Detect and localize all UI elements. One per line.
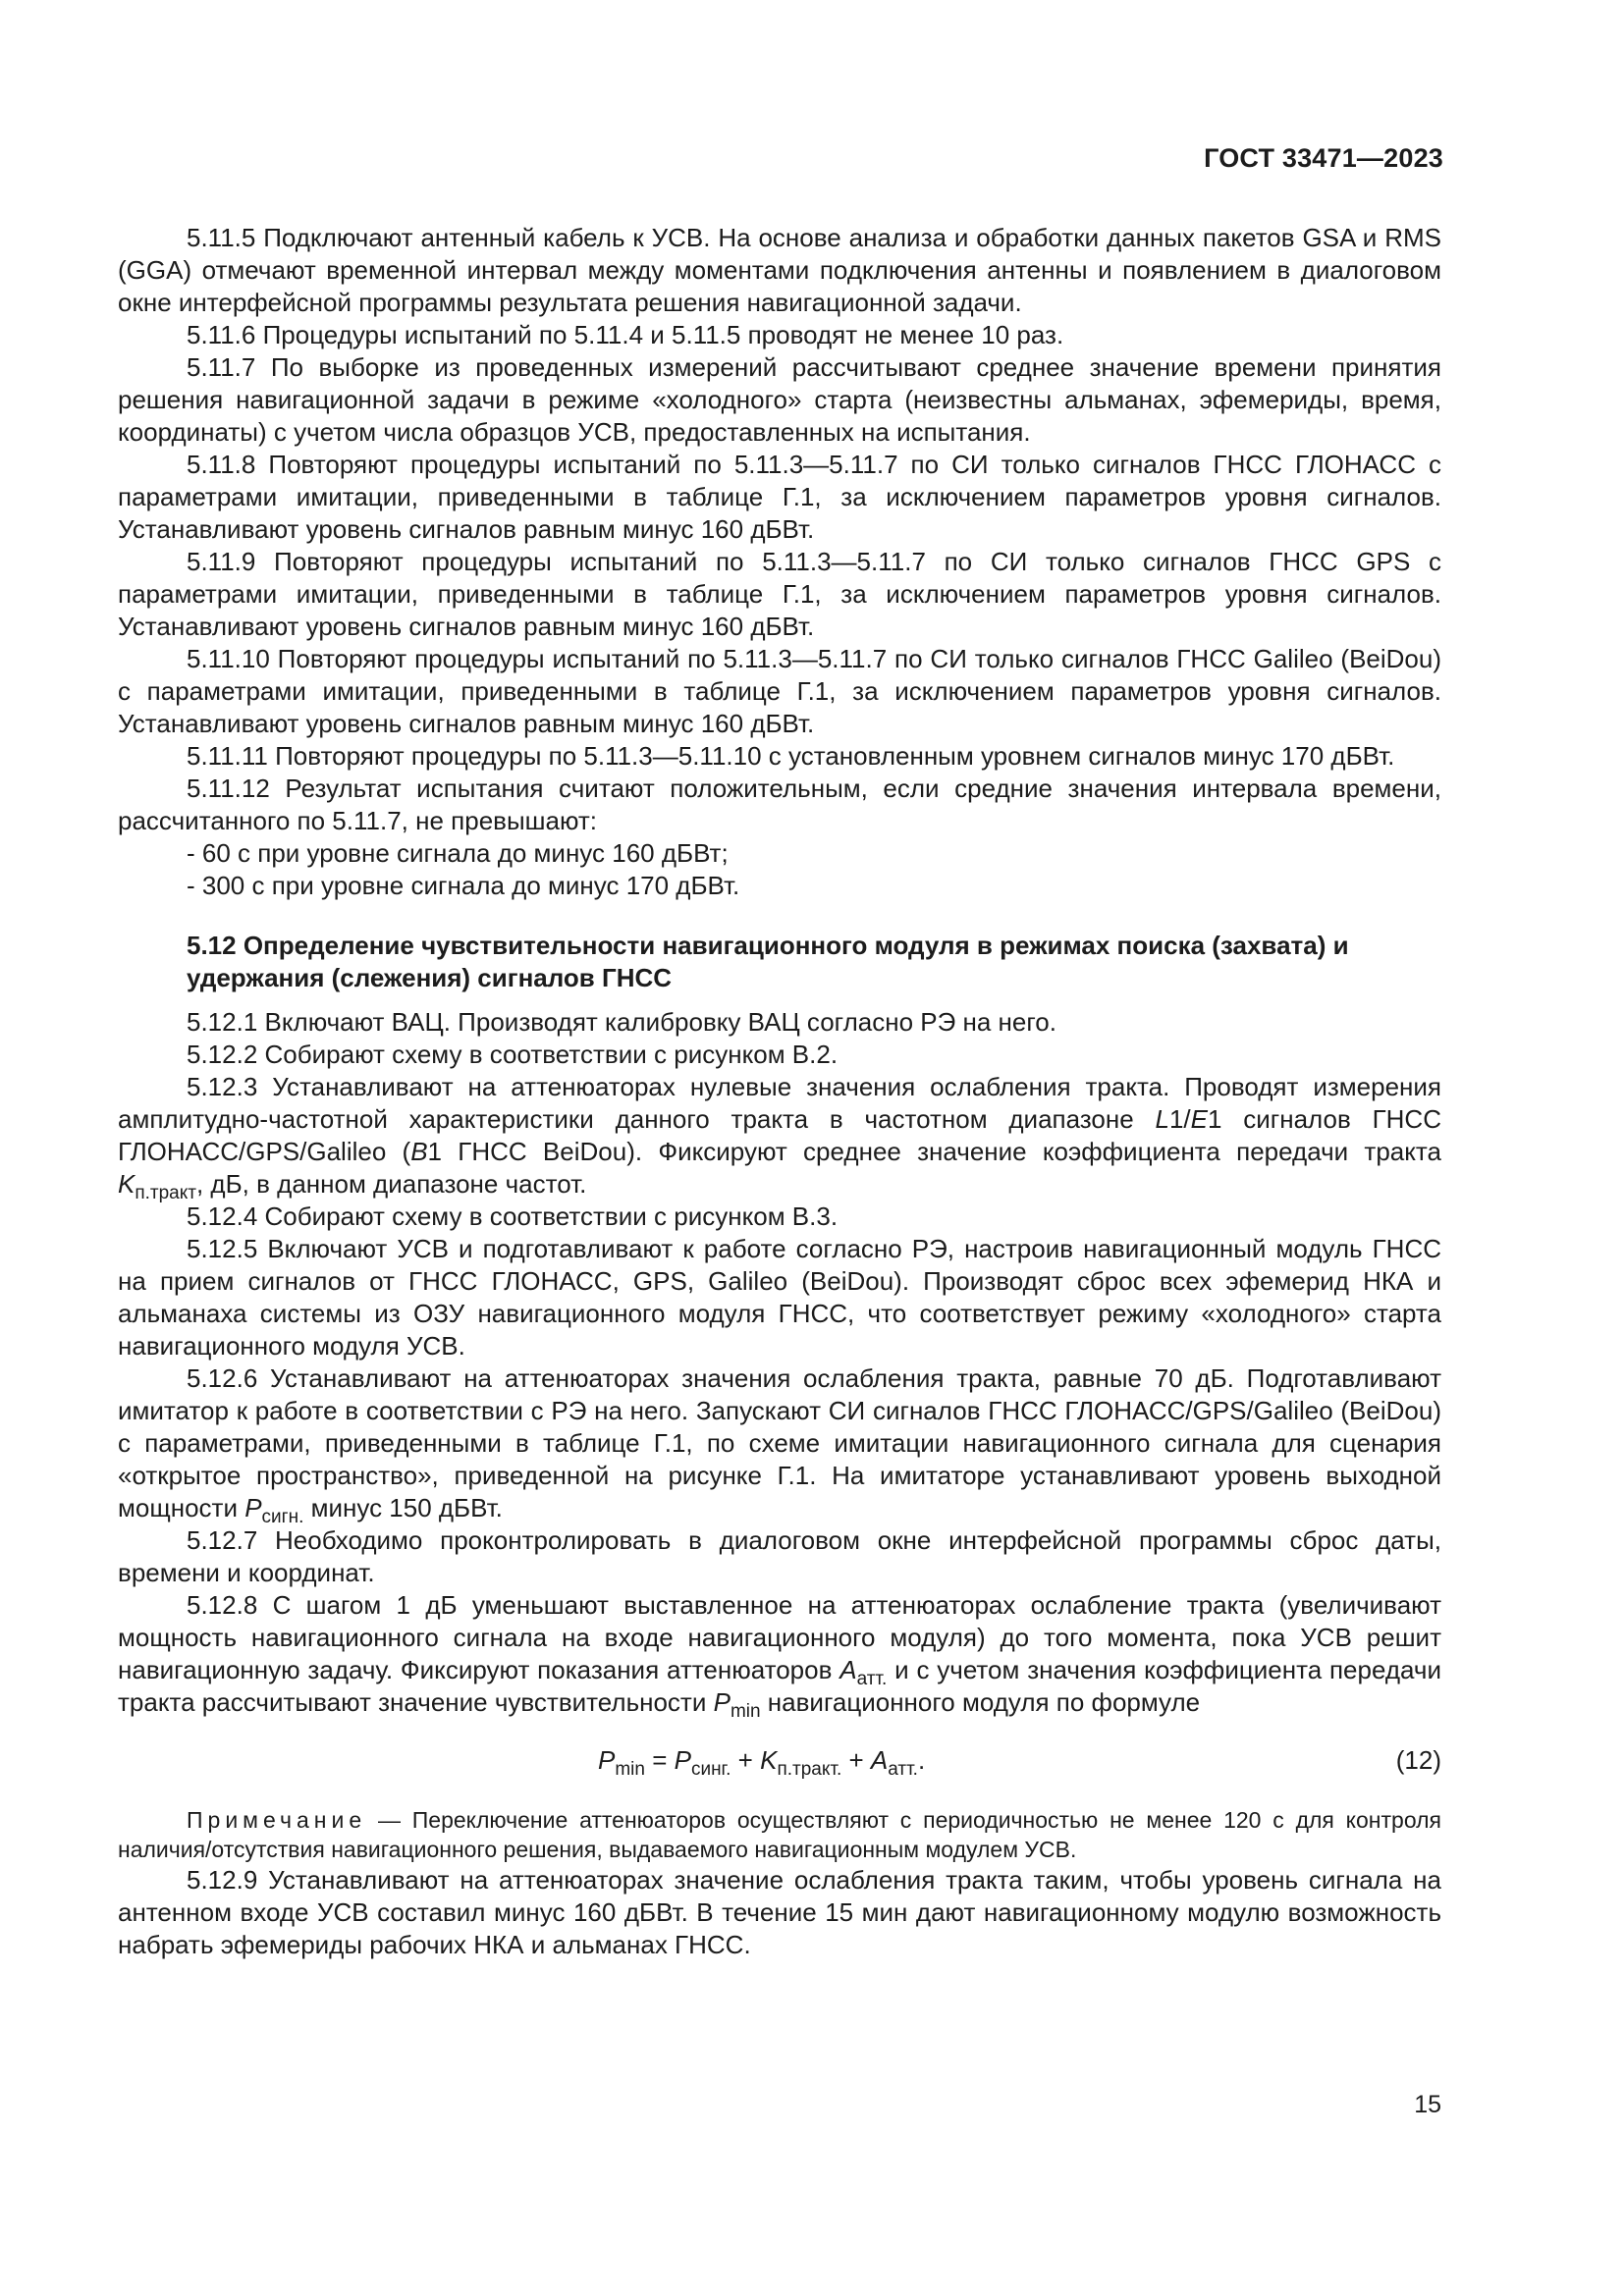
formula-12 — [118, 1736, 1441, 1784]
text-run: навигационного модуля по формуле — [760, 1687, 1201, 1717]
paragraph-5-12-5: 5.12.5 Включают УСВ и подготавливают к работе согласно РЭ, настроив навигационный модуль ГНСС на прием сигналов от ГНСС ГЛОНАСС, GPS, Galileo (BeiDou). Производят сброс всех эфемерид НКА и альманаха системы из ОЗУ навигационного модуля ГНСС, что соответствует режиму «холодного» старта навигационного модуля УСВ. — [118, 1234, 1441, 1361]
document-header: ГОСТ 33471—2023 — [1204, 143, 1443, 173]
formula-expression — [598, 1736, 925, 1784]
paragraph-5-11-7: 5.11.7 По выборке из проведенных измерений рассчитывают среднее значение времени принятия решения навигационной задачи в режиме «холодного» старта (неизвестны альманах, эфемериды, время, координаты) с учетом числа образцов УСВ, предоставленных на испытания. — [118, 352, 1441, 447]
note — [118, 1805, 1441, 1864]
symbol-k: K — [118, 1169, 135, 1199]
body-text — [118, 222, 1441, 1961]
section-title: 5.12 Определение чувствительности навигационного модуля в режимах поиска (захвата) и удержания (слежения) сигналов ГНСС — [187, 931, 1349, 992]
paragraph-5-11-11: 5.11.11 Повторяют процедуры по 5.11.3—5.11.10 с установленным уровнем сигналов минус 170 дБВт. — [187, 741, 1395, 771]
formula-end: . — [917, 1745, 926, 1775]
text-run: 1 сигналов ГНСС ГЛОНАСС/GPS/Galileo ( — [118, 1104, 1441, 1166]
paragraph-5-11-9: 5.11.9 Повторяют процедуры испытаний по 5.11.3—5.11.7 по СИ только сигналов ГНСС GPS с параметрами имитации, приведенными в таблице Г.1, за исключением параметров уровня сигналов. Устанавливают уровень сигналов равным минус 160 дБВт. — [118, 547, 1441, 641]
symbol-k: K — [760, 1745, 778, 1775]
subscript: синг. — [690, 1759, 731, 1780]
formula-number: (12) — [1395, 1745, 1441, 1775]
subscript: п.тракт. — [777, 1759, 842, 1780]
paragraph-5-12-4: 5.12.4 Собирают схему в соответствии с рисунком В.3. — [187, 1201, 839, 1231]
list-item: - 60 с при уровне сигнала до минус 160 дБВт; — [187, 838, 729, 868]
paragraph-5-12-2: 5.12.2 Собирают схему в соответствии с рисунком В.2. — [187, 1040, 839, 1069]
subscript: атт. — [856, 1669, 888, 1689]
subscript: атт. — [888, 1759, 918, 1780]
text-run: 1 ГНСС BeiDou). Фиксируют среднее значение коэффициента передачи тракта — [427, 1137, 1441, 1166]
text-run: , дБ, в данном диапазоне частот. — [195, 1169, 587, 1199]
paragraph-5-12-6 — [118, 1362, 1441, 1527]
paragraph-5-11-10: 5.11.10 Повторяют процедуры испытаний по 5.11.3—5.11.7 по СИ только сигналов ГНСС Galileo (BeiDou) с параметрами имитации, приведенными в таблице Г.1, за исключением параметров уровня сигналов. Устанавливают уровень сигналов равным минус 160 дБВт. — [118, 644, 1441, 738]
paragraph-5-12-7: 5.12.7 Необходимо проконтролировать в диалоговом окне интерфейсной программы сброс даты, времени и координат. — [118, 1525, 1441, 1587]
list-item: - 300 с при уровне сигнала до минус 170 дБВт. — [187, 871, 740, 900]
subscript: п.тракт — [135, 1183, 196, 1203]
text-run: и с учетом значения коэффициента передачи тракта рассчитывают значение чувствительности — [118, 1655, 1441, 1717]
paragraph-5-11-12: 5.11.12 Результат испытания считают положительным, если средние значения интервала времени, рассчитанного по 5.11.7, не превышают: — [118, 774, 1441, 835]
text-run: 5.12.3 Устанавливают на аттенюаторах нулевые значения ослабления тракта. Проводят измерения амплитудно-частотной характеристики данного тракта в частотном диапазоне — [118, 1072, 1441, 1134]
page-number: 15 — [1414, 2091, 1441, 2118]
paragraph-5-12-3 — [118, 1071, 1441, 1201]
symbol-p: P — [244, 1493, 262, 1522]
text-run: 1/ — [1168, 1104, 1191, 1134]
note-text: — Переключение аттенюаторов осуществляют с периодичностью не менее 120 с для контроля наличия/отсутствия навигационного решения, выдаваемого навигационным модулем УСВ. — [118, 1807, 1441, 1862]
equals-sign: = — [644, 1745, 675, 1775]
text-run: 5.12.8 С шагом 1 дБ уменьшают выставленное на аттенюаторах ослабление тракта (увеличивают мощность навигационного сигнала на входе навигационного модуля) до того момента, пока УСВ решит навигационную задачу. Фиксируют показания аттенюаторов — [118, 1590, 1441, 1684]
plus-sign: + — [841, 1745, 871, 1775]
symbol-l: L — [1155, 1104, 1169, 1134]
symbol-a: A — [870, 1745, 889, 1775]
paragraph-5-12-1: 5.12.1 Включают ВАЦ. Производят калибровку ВАЦ согласно РЭ на него. — [187, 1007, 1056, 1037]
symbol-a: A — [839, 1655, 857, 1684]
symbol-b: B — [410, 1137, 428, 1166]
note-label: Примечание — [187, 1807, 367, 1833]
symbol-p: P — [674, 1745, 691, 1775]
text-run: 5.12.6 Устанавливают на аттенюаторах значения ослабления тракта, равные 70 дБ. Подготавливают имитатор к работе в соответствии с РЭ на него. Запускают СИ сигналов ГНСС ГЛОНАСС/GPS/Galileo (BeiDou) с параметрами, приведенными в таблице Г.1, по схеме имитации навигационного сигнала для сценария «открытое пространство», приведенной на рисунке Г.1. На имитаторе устанавливают уровень выходной мощности — [118, 1363, 1441, 1522]
paragraph-5-11-8: 5.11.8 Повторяют процедуры испытаний по 5.11.3—5.11.7 по СИ только сигналов ГНСС ГЛОНАСС с параметрами имитации, приведенными в таблице Г.1, за исключением параметров уровня сигналов. Устанавливают уровень сигналов равным минус 160 дБВт. — [118, 450, 1441, 544]
paragraph-5-11-5: 5.11.5 Подключают антенный кабель к УСВ. На основе анализа и обработки данных пакетов GSA и RMS (GGA) отмечают временной интервал между моментами подключения антенны и появлением в диалоговом окне интерфейсной программы результата решения навигационной задачи. — [118, 223, 1441, 317]
subscript: сигн. — [261, 1507, 304, 1527]
subscript: min — [615, 1759, 645, 1780]
subscript: min — [730, 1701, 761, 1722]
paragraph-5-11-6: 5.11.6 Процедуры испытаний по 5.11.4 и 5.11.5 проводят не менее 10 раз. — [187, 320, 1064, 349]
plus-sign: + — [731, 1745, 761, 1775]
text-run: минус 150 дБВт. — [303, 1493, 503, 1522]
symbol-e: E — [1190, 1104, 1208, 1134]
symbol-p: P — [713, 1687, 731, 1717]
symbol-p: P — [598, 1745, 616, 1775]
paragraph-5-12-8 — [118, 1589, 1441, 1722]
paragraph-5-12-9: 5.12.9 Устанавливают на аттенюаторах значение ослабления тракта таким, чтобы уровень сигнала на антенном входе УСВ составил минус 160 дБВт. В течение 15 мин дают навигационному модулю возможность набрать эфемериды рабочих НКА и альманах ГНСС. — [118, 1865, 1441, 1959]
